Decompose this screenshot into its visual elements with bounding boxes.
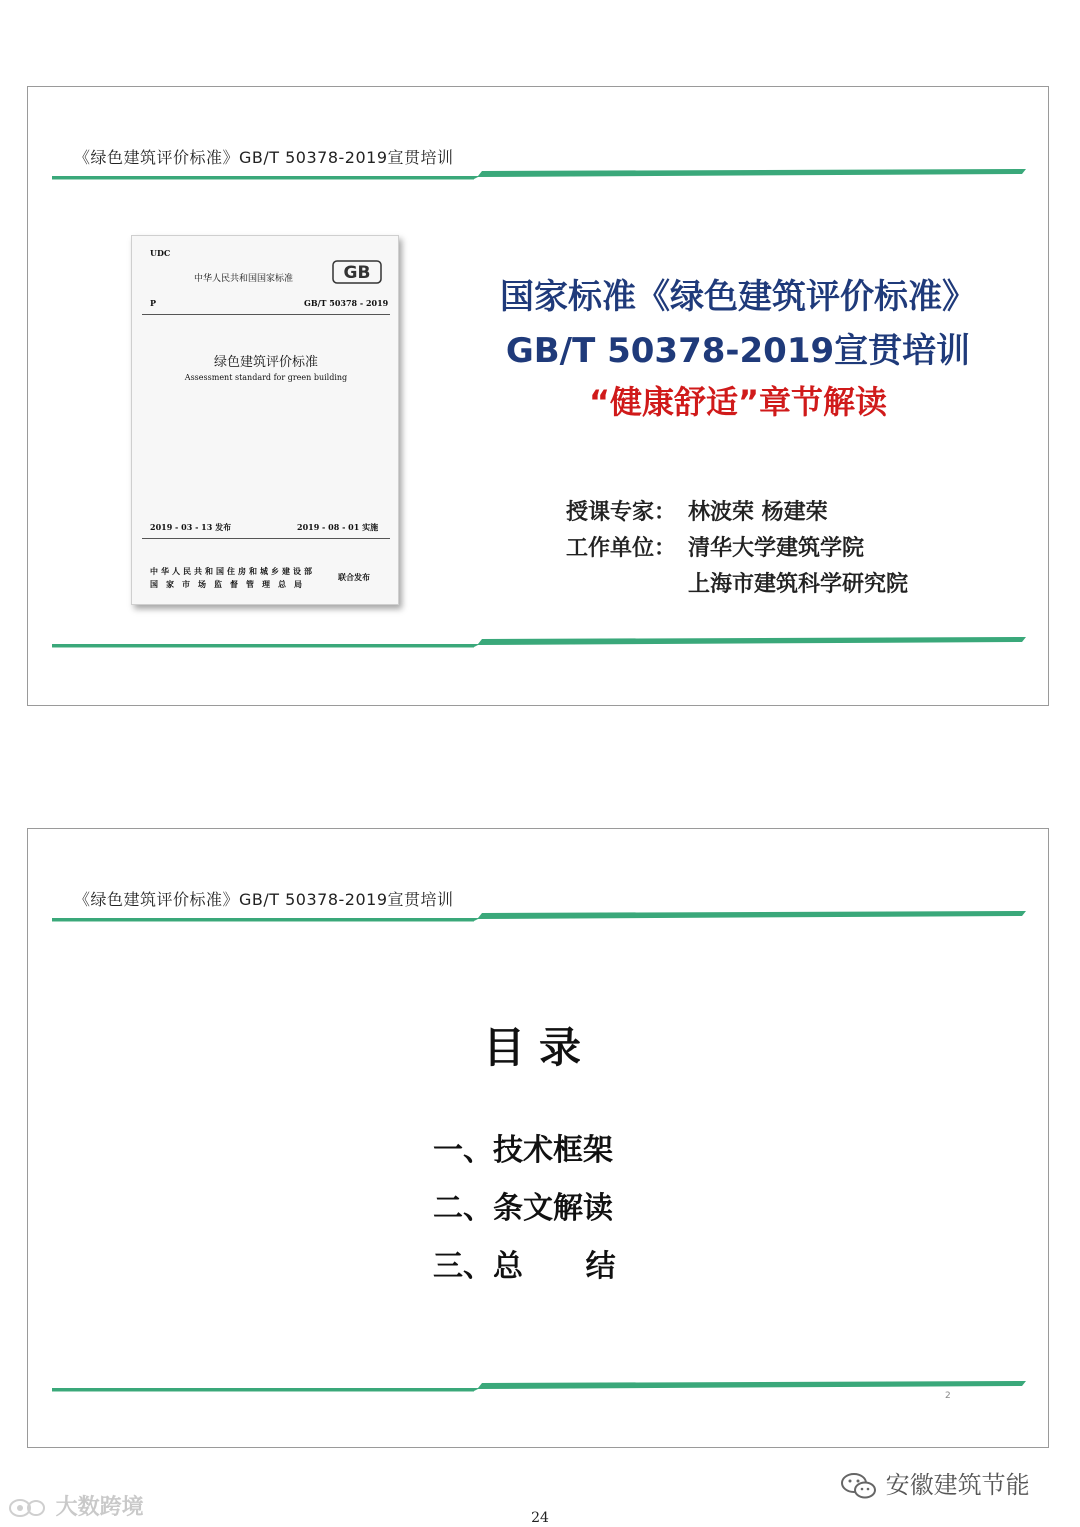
- toc-item-interpretation: 二、条文解读: [433, 1191, 613, 1226]
- title-line-2: GB/T 50378-2019宣贯培训: [505, 331, 971, 371]
- toc-item-framework: 一、技术框架: [433, 1133, 613, 1168]
- cover-divider: [142, 538, 390, 539]
- slide-number: 2: [945, 1391, 951, 1401]
- units-label: 工作单位：: [566, 536, 677, 561]
- cover-title-cn: 绿色建筑评价标准: [213, 355, 318, 370]
- svg-text:GB: GB: [343, 263, 371, 283]
- cover-issue-date: 2019 - 03 - 13 发布: [150, 522, 232, 532]
- cover-title-en: Assessment standard for green building: [184, 373, 348, 382]
- watermark-left-text: 大数跨境: [55, 1495, 144, 1520]
- title-line-1: 国家标准《绿色建筑评价标准》: [500, 277, 976, 317]
- watermark-right: [840, 1465, 1030, 1501]
- standard-cover-image: [131, 235, 399, 605]
- slide-header: 《绿色建筑评价标准》GB/T 50378-2019宣贯培训: [74, 148, 454, 167]
- cover-org: 中华人民共和国国家标准: [194, 274, 294, 284]
- unit-tsinghua: 清华大学建筑学院: [688, 536, 865, 561]
- title-line-3: “健康舒适”章节解读: [588, 383, 888, 421]
- experts-names: 林波荣 杨建荣: [688, 500, 828, 525]
- slide-cover: [27, 86, 1049, 706]
- wechat-icon: [840, 1471, 878, 1501]
- footer-rule: [28, 635, 1049, 649]
- slide-header: 《绿色建筑评价标准》GB/T 50378-2019宣贯培训: [74, 890, 454, 909]
- header-rule: [28, 909, 1049, 923]
- page-number: 24: [531, 1510, 549, 1526]
- cover-divider: [142, 314, 390, 315]
- cover-joint: 联合发布: [338, 572, 370, 582]
- cover-code: GB/T 50378 - 2019: [304, 298, 389, 308]
- header-rule: [28, 167, 1049, 181]
- footer-rule: [28, 1379, 1049, 1393]
- cover-publisher: 中华人民共和国住房和城乡建设部: [150, 566, 315, 576]
- gb-logo-icon: [332, 260, 382, 284]
- experts-label: 授课专家：: [566, 500, 677, 525]
- cover-impl-date: 2019 - 08 - 01 实施: [297, 522, 379, 532]
- watermark-right-text: 安徽建筑节能: [885, 1471, 1030, 1499]
- toc-title: 目录: [482, 1023, 595, 1072]
- cover-p: P: [150, 298, 157, 308]
- slide-toc: [27, 828, 1049, 1448]
- unit-shanghai: 上海市建筑科学研究院: [688, 572, 909, 597]
- toc-item-summary: 三、总 结: [433, 1249, 616, 1284]
- cover-publisher: 国家市场监督管理总局: [150, 579, 310, 589]
- cover-udc: UDC: [150, 248, 171, 258]
